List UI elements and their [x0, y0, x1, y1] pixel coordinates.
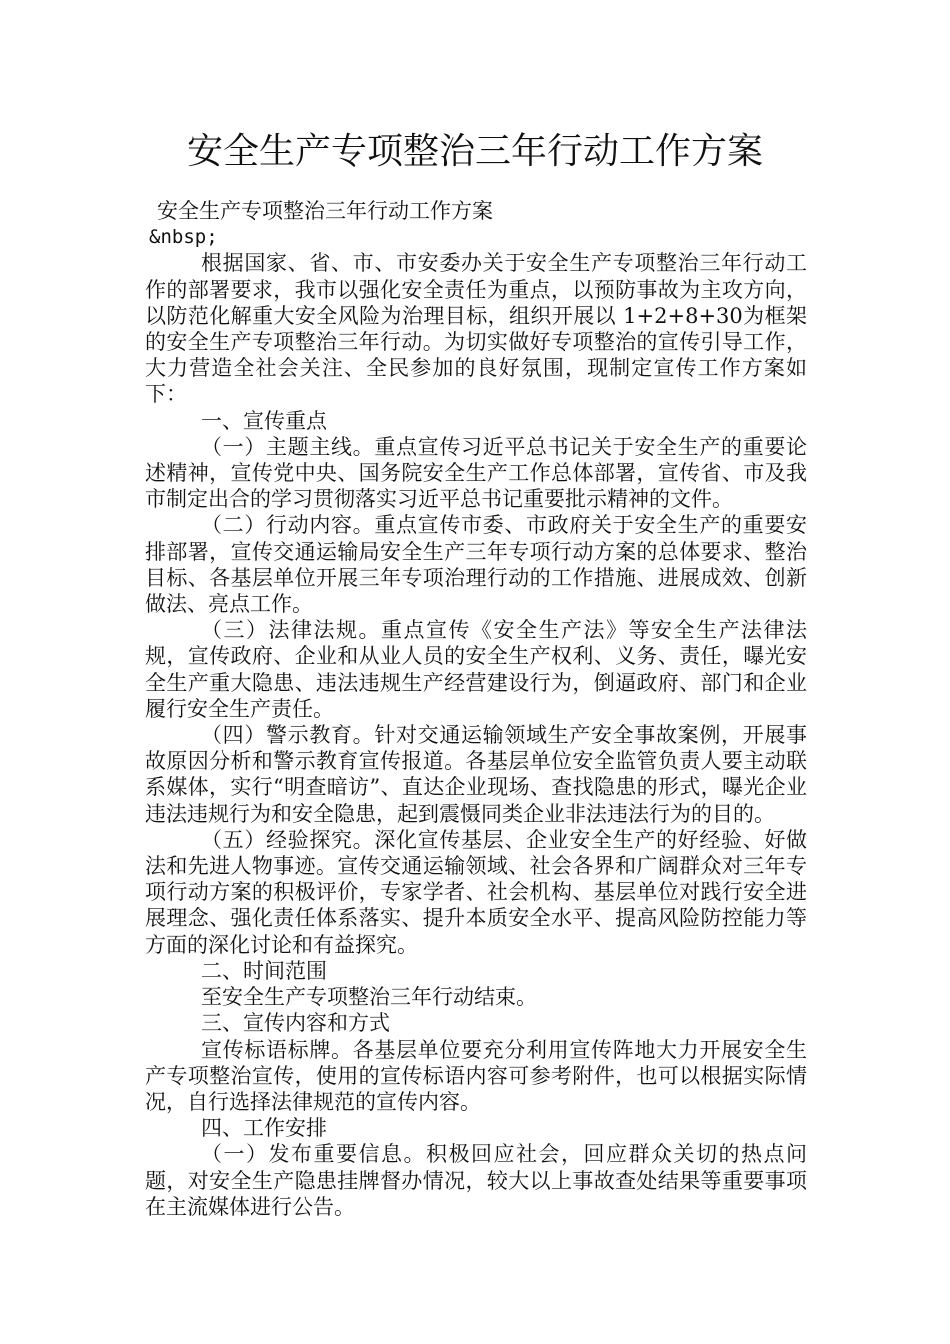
paragraph-slogans: 宣传标语标牌。各基层单位要充分利用宣传阵地大力开展安全生产专项整治宣传，使用的宣传标语内容可参考附件，也可以根据实际情况，自行选择法律规范的宣传内容。 [145, 1037, 807, 1114]
section-heading-3: 三、宣传内容和方式 [201, 1011, 390, 1036]
section-heading-2: 二、时间范围 [201, 958, 327, 983]
paragraph-time-range: 至安全生产专项整治三年行动结束。 [201, 985, 537, 1010]
paragraph-experience: （五）经验探究。深化宣传基层、企业安全生产的好经验、好做法和先进人物事迹。宣传交通运输领域、社会各界和广阔群众对三年专项行动方案的积极评价，专家学者、社会机构、基层单位对践行安全进展理念、强化责任体系落实、提升本质安全水平、提高风险防控能力等方面的深化讨论和有益探究。 [145, 827, 807, 957]
document-title: 安全生产专项整治三年行动工作方案 [186, 131, 763, 172]
document-subtitle: 安全生产专项整治三年行动工作方案 [157, 199, 493, 223]
section-heading-4: 四、工作安排 [201, 1116, 327, 1141]
document-body [145, 198, 807, 1220]
intro-paragraph: 根据国家、省、市、市安委办关于安全生产专项整治三年行动工作的部署要求，我市以强化安全责任为重点，以预防事故为主攻方向，以防范化解重大安全风险为治理目标，组织开展以 1+2+8+30为框架的安全生产专项整治三年行动。为切实做好专项整治的宣传引导工作，大力营造全社会关注、全民参加的良好氛围，现制定宣传工作方案如下： [145, 251, 807, 407]
paragraph-publish-info: （一）发布重要信息。积极回应社会，回应群众关切的热点问题，对安全生产隐患挂牌督办情况，较大以上事故查处结果等重要事项在主流媒体进行公告。 [145, 1142, 807, 1219]
paragraph-action: （二）行动内容。重点宣传市委、市政府关于安全生产的重要安排部署，宣传交通运输局安全生产三年专项行动方案的总体要求、整治目标、各基层单位开展三年专项治理行动的工作措施、进展成效、创新做法、亮点工作。 [145, 513, 807, 617]
section-heading-1: 一、宣传重点 [201, 408, 327, 433]
paragraph-law: （三）法律法规。重点宣传《安全生产法》等安全生产法律法规，宣传政府、企业和从业人员的安全生产权利、义务、责任，曝光安全生产重大隐患、违法违规生产经营建设行为，倒逼政府、部门和企业履行安全生产责任。 [145, 618, 807, 721]
paragraph-warning: （四）警示教育。针对交通运输领域生产安全事故案例，开展事故原因分析和警示教育宣传报道。各基层单位安全监管负责人要主动联系媒体，实行“明查暗访”、直达企业现场、查找隐患的形式，曝光企业违法违规行为和安全隐患，起到震慑同类企业非法违法行为的目的。 [145, 723, 807, 826]
nbsp-text-line: &nbsp; [149, 226, 218, 249]
paragraph-theme: （一）主题主线。重点宣传习近平总书记关于安全生产的重要论述精神，宣传党中央、国务院安全生产工作总体部署，宣传省、市及我市制定出合的学习贯彻落实习近平总书记重要批示精神的文件。 [145, 434, 807, 512]
